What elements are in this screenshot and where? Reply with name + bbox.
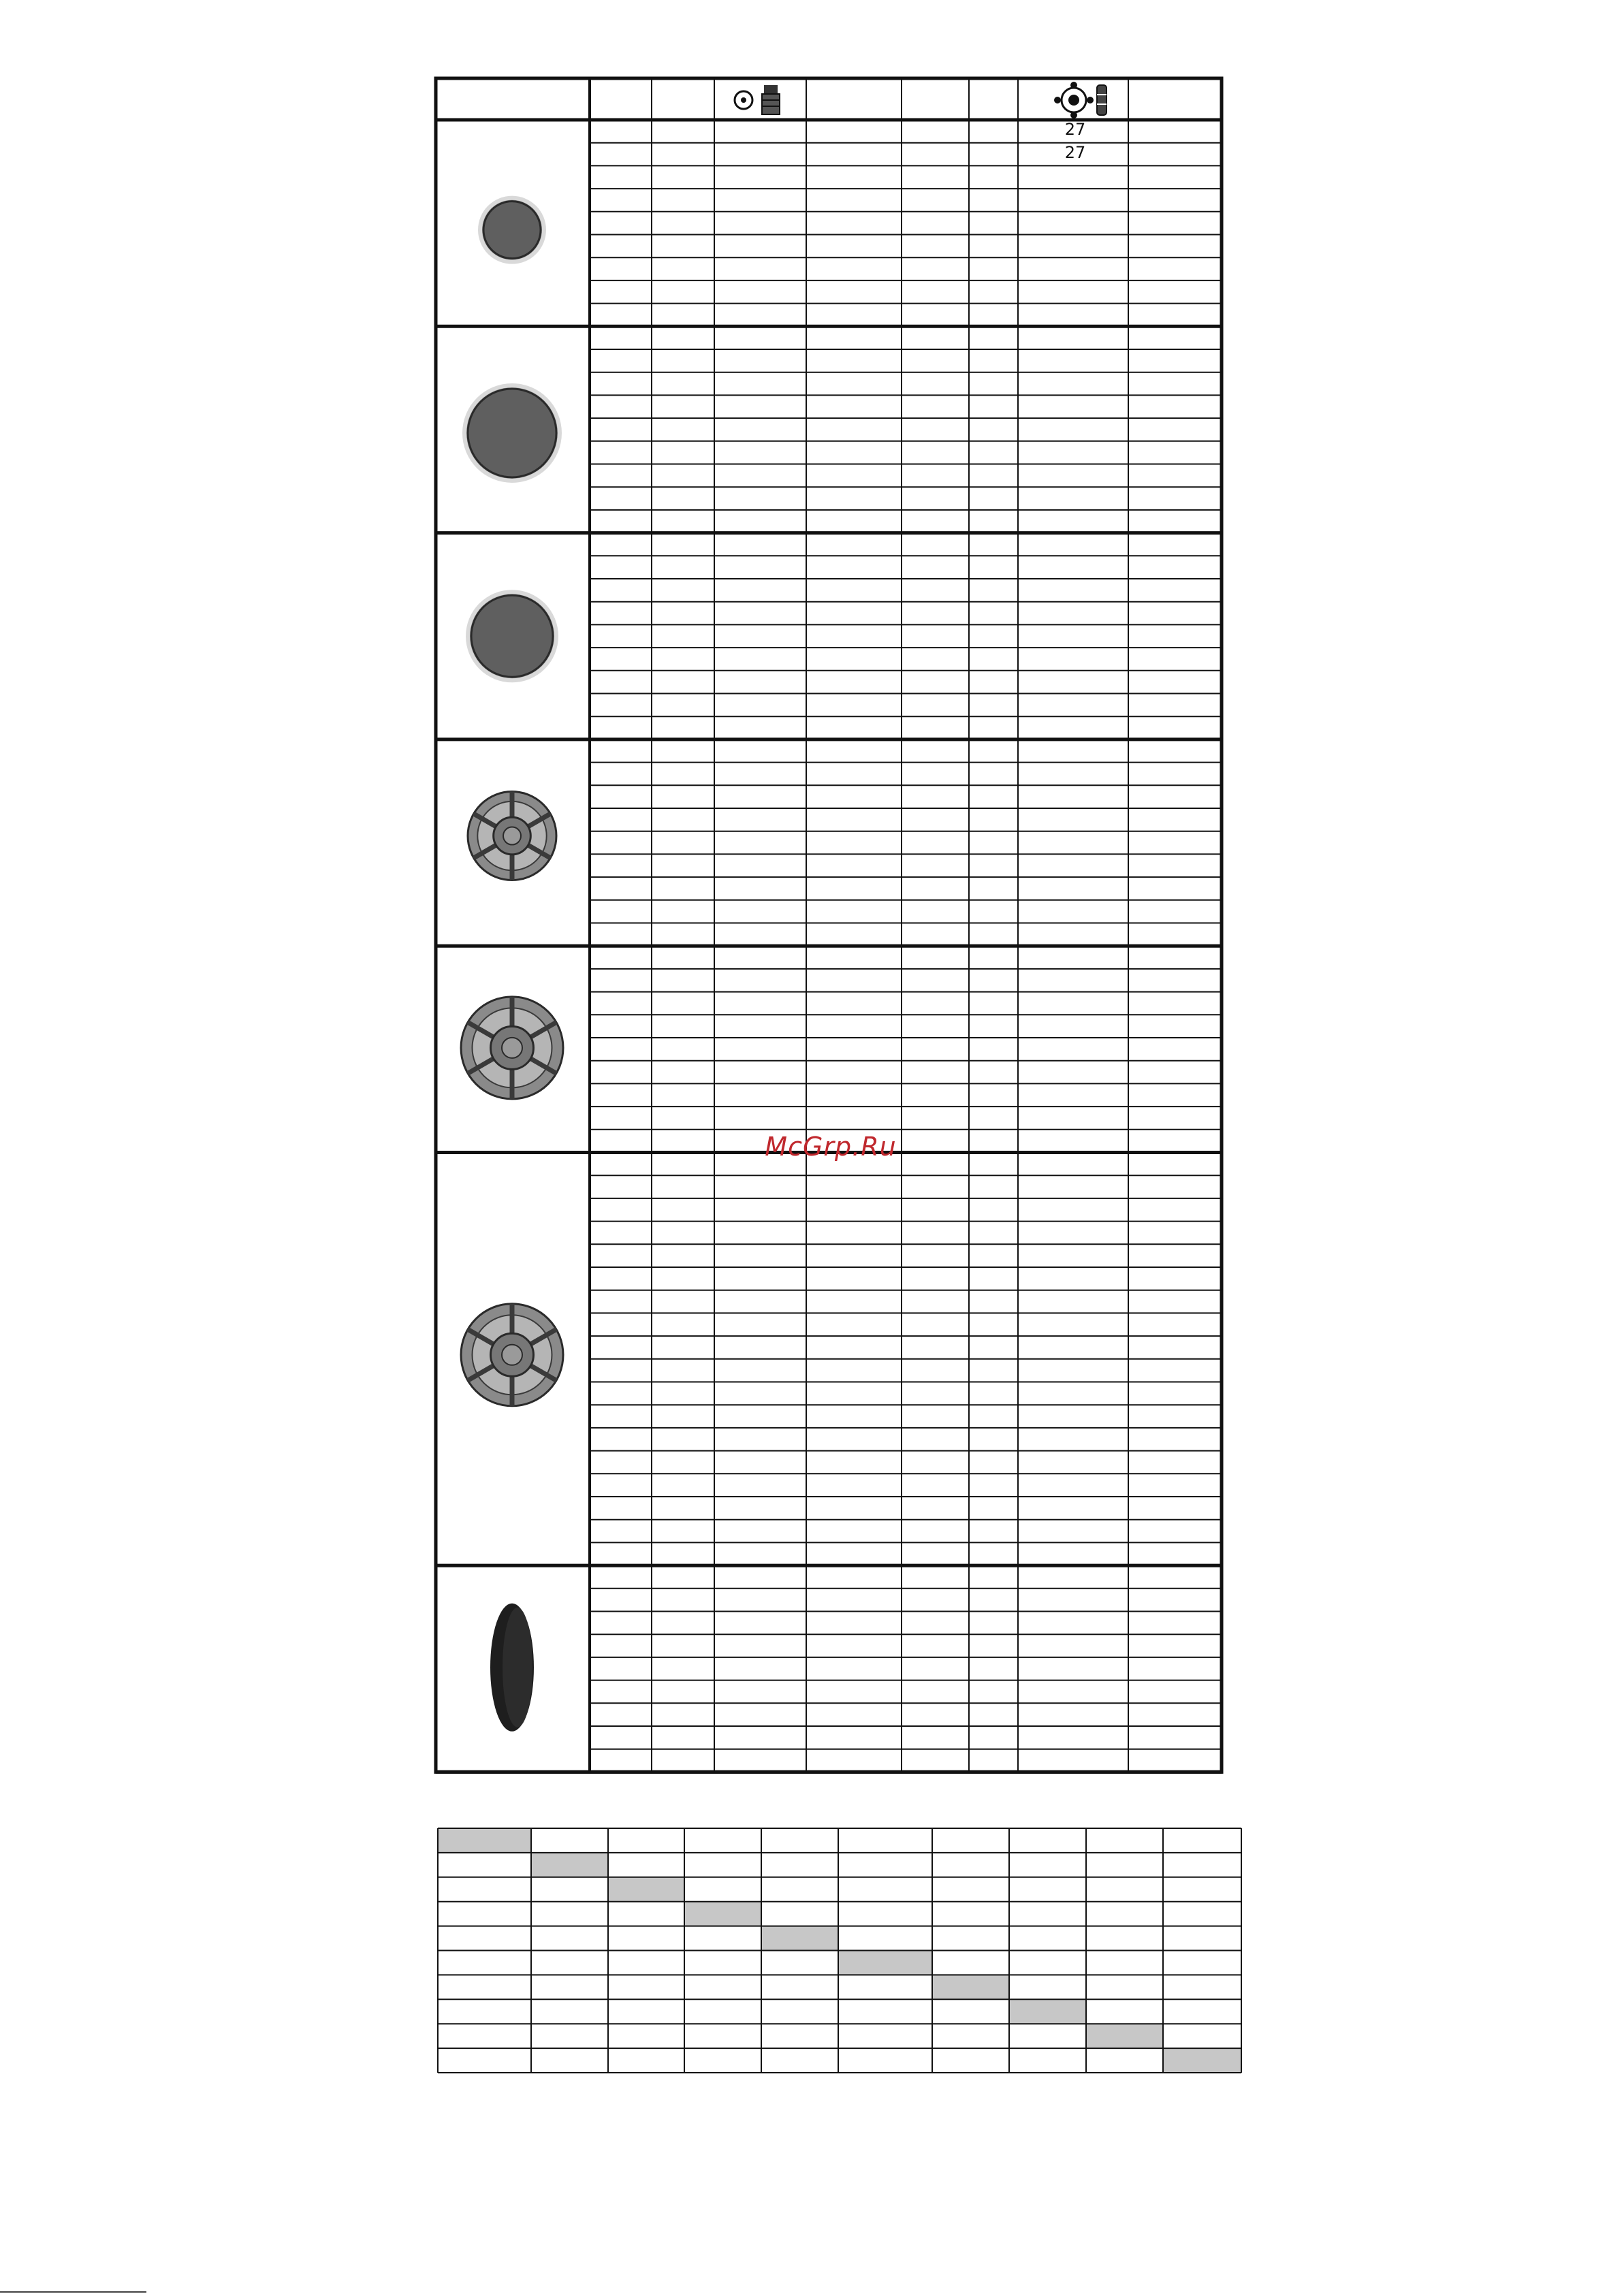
matrix-shaded-cell <box>1086 2024 1163 2048</box>
oval-burner-icon <box>490 1604 534 1732</box>
value-cell-1: 27 <box>1064 120 1086 139</box>
round-burner-icon <box>462 383 562 483</box>
round-burner-icon <box>466 590 558 682</box>
matrix-shaded-cell <box>1163 2048 1241 2073</box>
matrix-shaded-cell <box>684 1902 761 1926</box>
matrix-shaded-cell <box>761 1926 838 1951</box>
ribbed-burner-icon <box>461 1304 563 1406</box>
value-cell-2: 27 <box>1064 143 1086 162</box>
injector-hex-icon <box>735 85 780 114</box>
matrix-shaded-cell <box>1009 1999 1086 2024</box>
ribbed-burner-icon <box>468 792 556 880</box>
watermark: McGrp.Ru <box>765 1132 897 1162</box>
burner-icons <box>461 196 563 1732</box>
matrix-shaded-cell <box>932 1975 1009 1999</box>
matrix-shaded-cell <box>438 1828 531 1853</box>
gas-settings-table <box>436 78 1222 1772</box>
matrix-shaded-cell <box>608 1877 684 1902</box>
compatibility-matrix <box>0 1828 1241 2292</box>
ribbed-burner-icon <box>461 997 563 1099</box>
table-frame <box>436 78 1222 1772</box>
matrix-shaded-cell <box>838 1951 932 1975</box>
header-icons <box>735 82 1106 118</box>
round-burner-icon <box>478 196 546 264</box>
matrix-shaded-cell <box>531 1853 608 1877</box>
valve-adjust-icon <box>1054 82 1106 118</box>
